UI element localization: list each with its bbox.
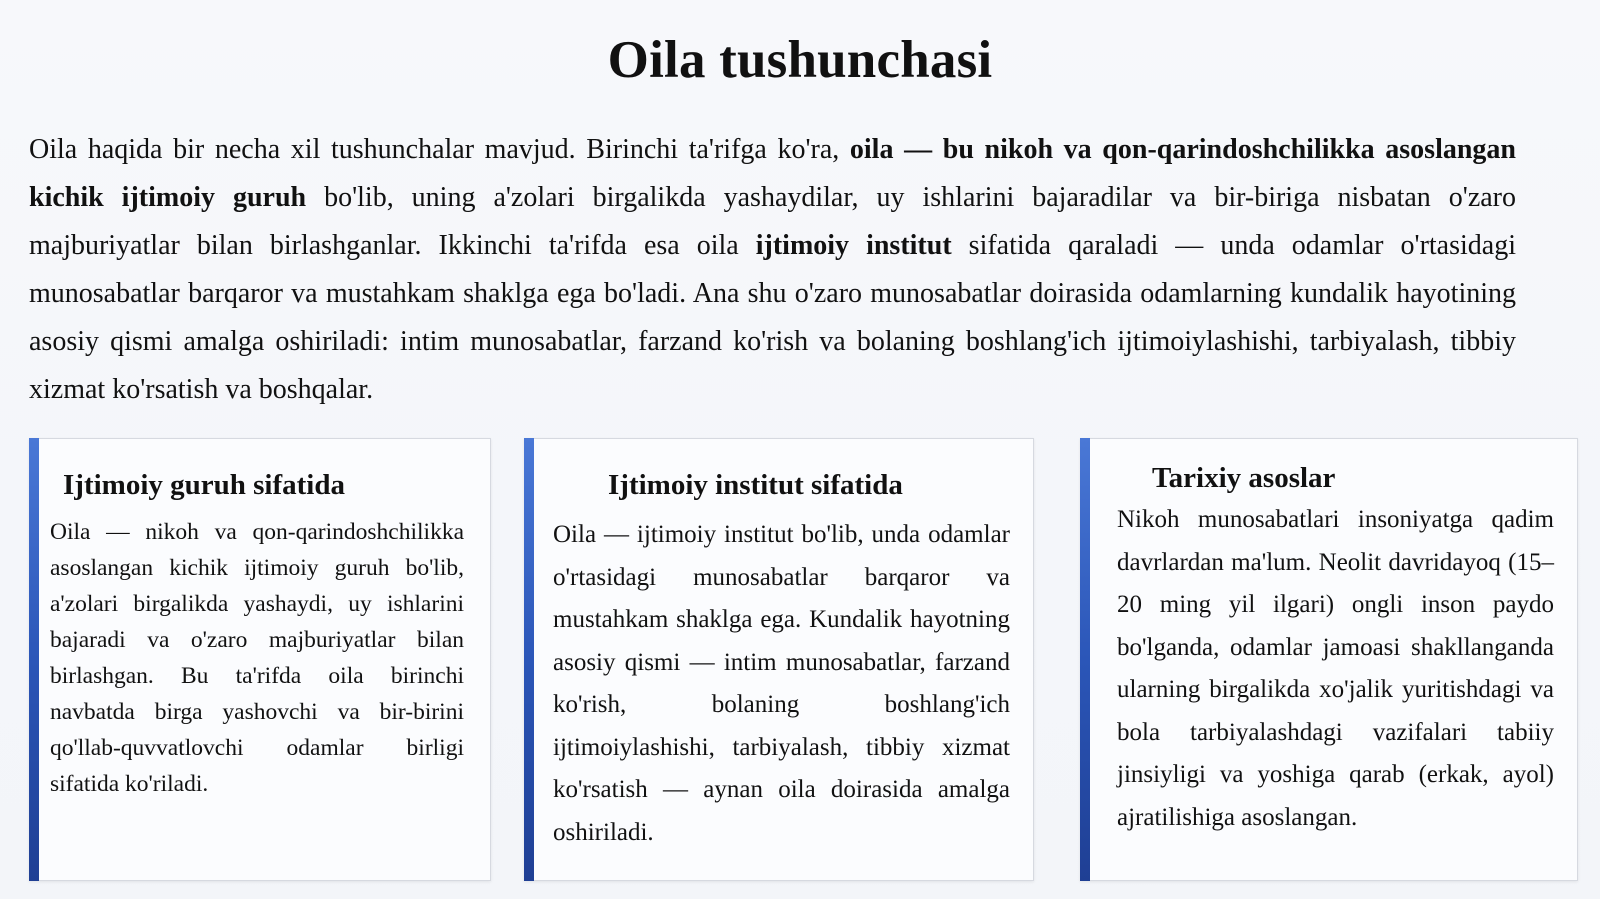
intro-definition-bold: oila — bu nikoh va qon-qarindoshchilikka asoslangan kichik ijtimoiy guruh bbox=[29, 134, 1516, 213]
card-title: Ijtimoiy institut sifatida bbox=[608, 469, 903, 501]
card-body: Oila — nikoh va qon-qarindoshchilikka asoslangan kichik ijtimoiy guruh bo'lib, a'zolari birgalikda yashaydi, uy ishlarini bajaradi va o'zaro majburiyatlar bilan birlashgan. Bu ta'rifda oila birinchi navbatda birga yashovchi va bir-birini qo'llab-quvvatlovchi odamlar birligi sifatida ko'riladi. bbox=[50, 519, 464, 797]
intro-text-1: Oila haqida bir necha xil tushunchalar mavjud. Birinchi ta'rifga ko'ra, bbox=[29, 134, 850, 165]
card-accent-bar bbox=[29, 438, 39, 881]
intro-text-2: bo'lib, uning a'zolari birgalikda yashaydilar, uy ishlarini bajaradilar va bir-biriga nisbatan o'zaro majburiyatlar bilan birlashganlar. Ikkinchi ta'rifda esa oila bbox=[29, 182, 1516, 261]
intro-institut-bold: ijtimoiy institut bbox=[755, 230, 952, 261]
card-accent-bar bbox=[1080, 438, 1090, 881]
intro-text-3: sifatida qaraladi — unda odamlar o'rtasidagi munosabatlar barqaror va mustahkam shaklga ega bo'ladi. Ana shu o'zaro munosabatlar doirasida odamlarning kundalik hayotining asosiy qismi amalga oshiriladi: intim munosabatlar, farzand ko'rish va bolaning boshlang'ich ijtimoiylashishi, tarbiyalash, tibbiy xizmat ko'rsatish va boshqalar. bbox=[29, 230, 1516, 405]
intro-paragraph bbox=[29, 126, 1516, 414]
card-body: Nikoh munosabatlari insoniyatga qadim davrlardan ma'lum. Neolit davridayoq (15–20 ming yil ilgari) ongli inson paydo bo'lganda, odamlar jamoasi shakllanganda ularning birgalikda xo'jalik yuritishdagi va bola tarbiyalashdagi vazifalari tabiiy jinsiyligi va yoshiga qarab (erkak, ayol) ajratilishiga asoslangan. bbox=[1117, 506, 1554, 831]
slide-title: Oila tushunchasi bbox=[607, 31, 993, 89]
card-social-institution bbox=[524, 438, 1034, 881]
card-title: Ijtimoiy guruh sifatida bbox=[63, 469, 345, 501]
card-accent-bar bbox=[524, 438, 534, 881]
card-body: Oila — ijtimoiy institut bo'lib, unda odamlar o'rtasidagi munosabatlar barqaror va mustahkam shaklga ega. Kundalik hayotning asosiy qismi — intim munosabatlar, farzand ko'rish, bolaning boshlang'ich ijtimoiylashishi, tarbiyalash, tibbiy xizmat ko'rsatish — aynan oila doirasida amalga oshiriladi. bbox=[553, 521, 1010, 846]
card-historical-basis bbox=[1080, 438, 1578, 881]
card-social-group bbox=[29, 438, 491, 881]
card-title: Tarixiy asoslar bbox=[1152, 462, 1336, 494]
